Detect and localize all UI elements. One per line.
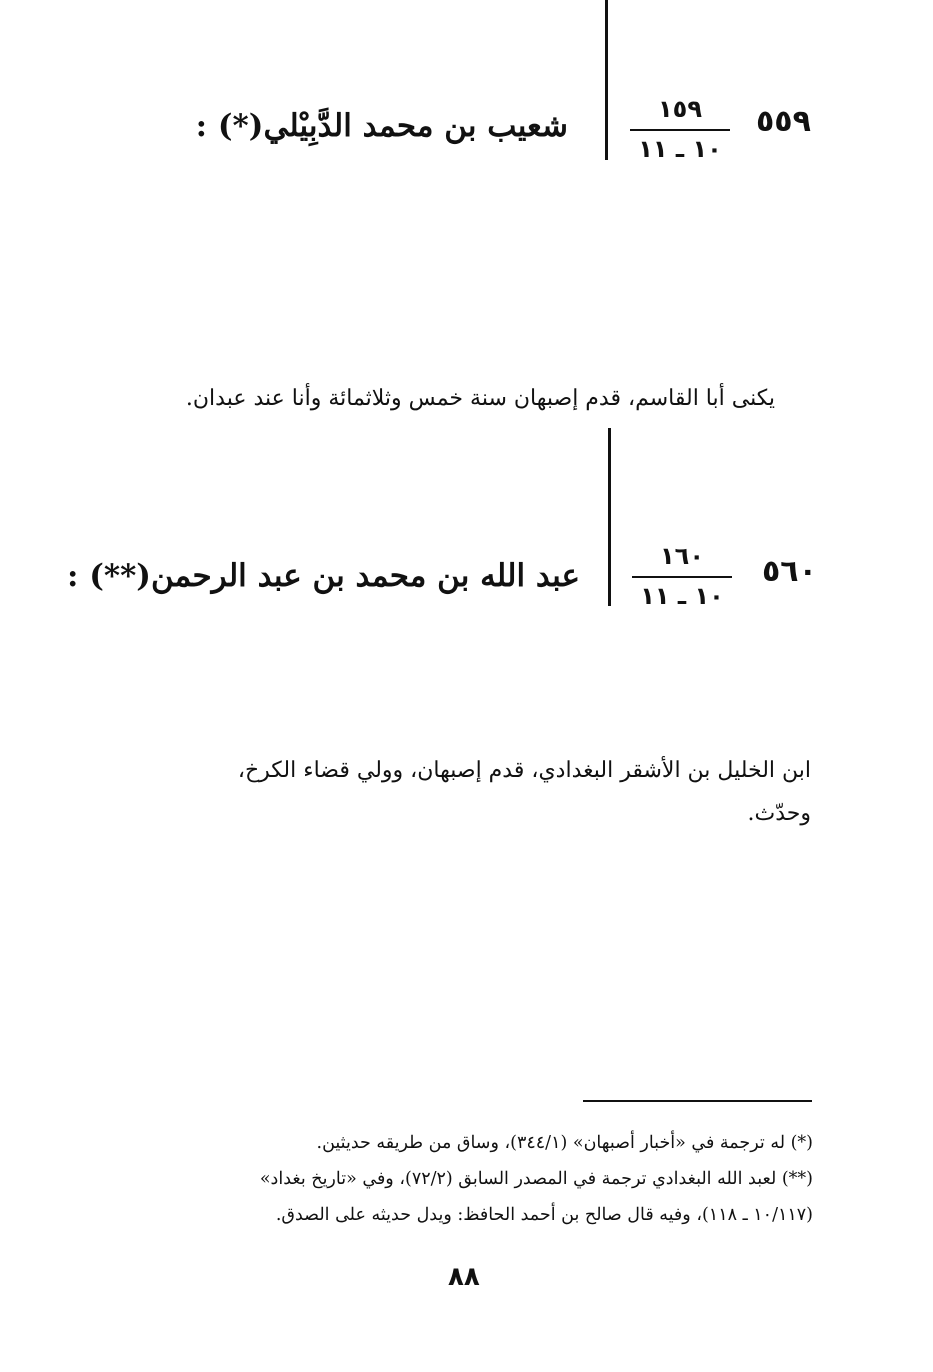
column-divider-2 bbox=[608, 428, 611, 606]
column-divider-1 bbox=[605, 0, 608, 160]
entry-text-line: ابن الخليل بن الأشقر البغدادي، قدم إصبهان، وولي قضاء الكرخ، bbox=[237, 758, 811, 783]
fraction-bar bbox=[630, 129, 730, 131]
fraction-bottom: ١٠ ـ ١١ bbox=[640, 582, 724, 610]
fraction-top: ١٥٩ bbox=[658, 95, 702, 123]
footnote-separator bbox=[583, 1100, 812, 1102]
entry-text-line: وحدّث. bbox=[747, 801, 811, 826]
fraction-top: ١٦٠ bbox=[660, 542, 704, 570]
entry-fraction bbox=[632, 542, 732, 610]
entry-number: ٥٥٩ bbox=[756, 104, 811, 139]
entry-fraction bbox=[630, 95, 730, 163]
fraction-bottom: ١٠ ـ ١١ bbox=[638, 135, 722, 163]
footnote: (١٠/١١٧ ـ ١١٨)، وفيه قال صالح بن أحمد الحافظ: ويدل حديثه على الصدق. bbox=[275, 1205, 813, 1225]
footnote: (*) له ترجمة في «أخبار أصبهان» (٣٤٤/١)، وساق من طريقه حديثين. bbox=[316, 1133, 813, 1153]
fraction-bar bbox=[632, 576, 732, 578]
entry-name: عبد الله بن محمد بن عبد الرحمن(**) : bbox=[66, 558, 580, 594]
entry-text: يكنى أبا القاسم، قدم إصبهان سنة خمس وثلاثمائة وأنا عند عبدان. bbox=[185, 386, 775, 411]
entry-name: شعيب بن محمد الدَّبِيْلي(*) : bbox=[195, 108, 568, 144]
page-number: ٨٨ bbox=[448, 1262, 480, 1292]
entry-number: ٥٦٠ bbox=[762, 554, 817, 589]
footnote: (**) لعبد الله البغدادي ترجمة في المصدر السابق (٧٢/٢)، وفي «تاريخ بغداد» bbox=[259, 1169, 813, 1189]
